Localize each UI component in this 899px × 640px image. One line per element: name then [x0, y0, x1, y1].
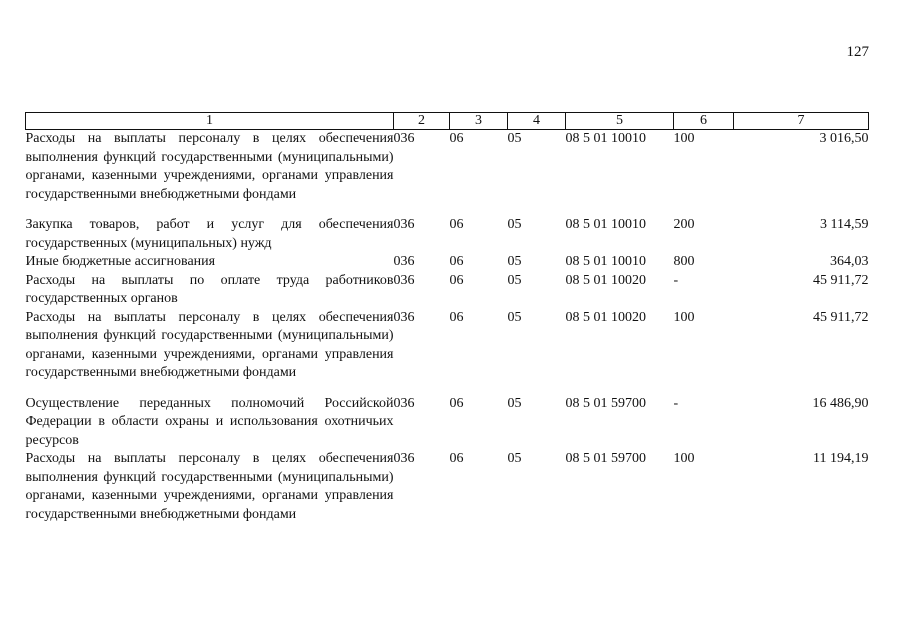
- target-article-code: 08 5 01 10020: [565, 309, 646, 325]
- table-row: [26, 216, 869, 253]
- amount: 3 016,50: [819, 131, 869, 146]
- amount: 16 486,90: [812, 395, 869, 411]
- column-header-4: 4: [508, 113, 566, 130]
- ministry-code: 036: [393, 395, 415, 411]
- expense-name: Осуществление переданных полномочий Российской Федерации в области охраны и использования охотничьих ресурсов: [25, 395, 394, 448]
- subsection-code: 05: [507, 131, 522, 146]
- ministry-code: 036: [393, 131, 415, 146]
- target-article-code: 08 5 01 10010: [565, 254, 646, 269]
- ministry-code: 036: [393, 217, 415, 232]
- column-header-2: 2: [394, 113, 450, 130]
- expense-name: Закупка товаров, работ и услуг для обеспечения государственных (муниципальных) нужд: [25, 217, 394, 251]
- column-header-5: 5: [566, 113, 674, 130]
- target-article-code: 08 5 01 10010: [565, 217, 646, 232]
- amount: 11 194,19: [813, 451, 869, 466]
- table-row: [26, 450, 869, 524]
- subsection-code: 05: [507, 272, 522, 288]
- amount: 45 911,72: [813, 309, 869, 325]
- amount: 45 911,72: [813, 272, 869, 288]
- expense-name: Расходы на выплаты персоналу в целях обеспечения выполнения функций государственными (муниципальными) органами, казенными учреждениями, органами управления государственными внебюджетными фондами: [25, 451, 394, 522]
- expense-type-code: 200: [673, 217, 695, 232]
- expense-name: Расходы на выплаты персоналу в целях обеспечения выполнения функций государственными (муниципальными) органами, казенными учреждениями, органами управления государственными внебюджетными фондами: [25, 131, 394, 202]
- expense-type-code: 100: [673, 451, 695, 466]
- budget-table: [25, 112, 869, 524]
- expense-type-code: -: [673, 395, 679, 411]
- section-code: 06: [449, 272, 464, 288]
- target-article-code: 08 5 01 10020: [565, 272, 646, 288]
- expense-name: Расходы на выплаты по оплате труда работников государственных органов: [25, 272, 394, 306]
- subsection-code: 05: [507, 254, 522, 269]
- expense-type-code: -: [673, 272, 679, 288]
- table-row: [26, 309, 869, 395]
- section-code: 06: [449, 217, 464, 232]
- subsection-code: 05: [507, 395, 522, 411]
- table-row: [26, 395, 869, 451]
- expense-type-code: 100: [673, 131, 695, 146]
- section-code: 06: [449, 309, 464, 325]
- amount: 3 114,59: [820, 217, 869, 232]
- subsection-code: 05: [507, 309, 522, 325]
- section-code: 06: [449, 254, 464, 269]
- page-number: 127: [846, 44, 869, 60]
- subsection-code: 05: [507, 451, 522, 466]
- ministry-code: 036: [393, 254, 415, 269]
- table-row: [26, 130, 869, 217]
- section-code: 06: [449, 451, 464, 466]
- header-row: [26, 113, 869, 130]
- ministry-code: 036: [393, 309, 415, 325]
- table-row: [26, 253, 869, 272]
- column-header-3: 3: [450, 113, 508, 130]
- column-header-7: 7: [734, 113, 869, 130]
- expense-type-code: 100: [673, 309, 695, 325]
- table-row: [26, 272, 869, 309]
- section-code: 06: [449, 395, 464, 411]
- expense-name: Расходы на выплаты персоналу в целях обеспечения выполнения функций государственными (муниципальными) органами, казенными учреждениями, органами управления государственными внебюджетными фондами: [25, 309, 394, 380]
- section-code: 06: [449, 131, 464, 146]
- ministry-code: 036: [393, 451, 415, 466]
- ministry-code: 036: [393, 272, 415, 288]
- target-article-code: 08 5 01 10010: [565, 131, 646, 146]
- column-header-1: 1: [26, 113, 394, 130]
- expense-type-code: 800: [673, 254, 695, 269]
- target-article-code: 08 5 01 59700: [565, 451, 646, 466]
- expense-name: Иные бюджетные ассигнования: [25, 254, 216, 269]
- subsection-code: 05: [507, 217, 522, 232]
- amount: 364,03: [830, 254, 869, 269]
- target-article-code: 08 5 01 59700: [565, 395, 646, 411]
- column-header-6: 6: [674, 113, 734, 130]
